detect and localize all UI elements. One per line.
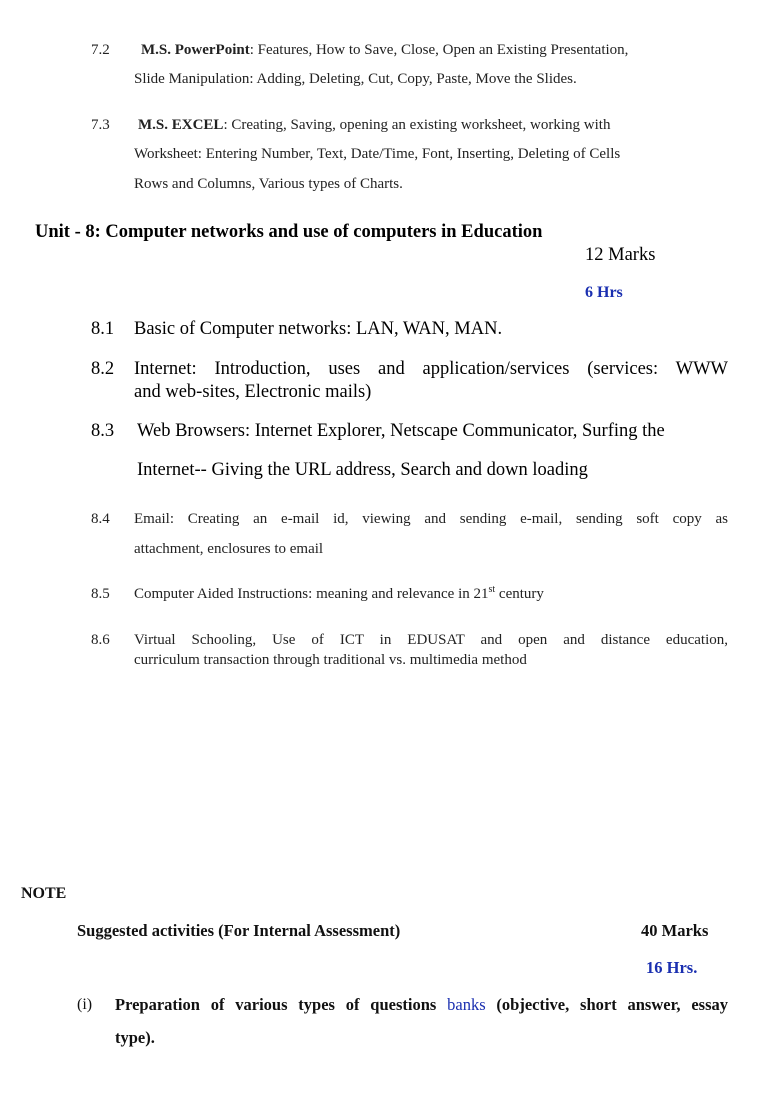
item-8-5-text-after: century	[495, 586, 544, 602]
item-8-2-line-2: and web-sites, Electronic mails)	[134, 382, 372, 402]
note-label: NOTE	[21, 885, 67, 902]
item-8-3-line-1: Web Browsers: Internet Explorer, Netscape Communicator, Surfing the	[137, 421, 665, 441]
item-8-3-line-2: Internet-- Giving the URL address, Search and down loading	[137, 460, 588, 480]
item-8-4-line-1: Email: Creating an e-mail id, viewing and sending e-mail, sending soft copy as	[134, 511, 728, 527]
item-i-highlight: banks	[447, 995, 486, 1014]
item-8-5-text-before: Computer Aided Instructions: meaning and relevance in 21	[134, 586, 489, 602]
item-8-5-superscript: st	[488, 584, 496, 595]
item-7-2-line-1	[141, 42, 728, 59]
item-7-3-line-3: Rows and Columns, Various types of Charts.	[134, 176, 403, 192]
item-8-4-line-2: attachment, enclosures to email	[134, 541, 324, 557]
item-i-line-2: type).	[115, 1028, 155, 1047]
activities-title: Suggested activities (For Internal Assessment)	[77, 921, 401, 940]
item-8-3-number: 8.3	[91, 421, 115, 441]
item-8-1-number: 8.1	[91, 319, 115, 339]
item-i-number: (i)	[77, 996, 93, 1013]
powerpoint-title: M.S. PowerPoint	[141, 42, 250, 58]
activities-hours: 16 Hrs.	[646, 958, 698, 977]
excel-desc-1: : Creating, Saving, opening an existing worksheet, working with	[223, 117, 611, 133]
item-8-2-number: 8.2	[91, 359, 115, 379]
unit-8-heading: Unit - 8: Computer networks and use of computers in Education	[35, 222, 543, 242]
powerpoint-desc-1: : Features, How to Save, Close, Open an Existing Presentation,	[249, 42, 629, 58]
item-8-4-number: 8.4	[91, 511, 110, 527]
item-8-5-number: 8.5	[91, 586, 110, 602]
item-i-before: Preparation of various types of questions	[115, 995, 448, 1014]
unit-8-marks: 12 Marks	[585, 245, 656, 265]
item-8-5-text	[134, 586, 728, 603]
item-i-line-1	[115, 995, 728, 1015]
item-7-2-number: 7.2	[91, 42, 110, 58]
activities-marks: 40 Marks	[641, 921, 709, 940]
unit-8-hours: 6 Hrs	[585, 284, 623, 301]
item-i-after: (objective, short answer, essay	[485, 995, 728, 1014]
item-7-3-line-2: Worksheet: Entering Number, Text, Date/Time, Font, Inserting, Deleting of Cells	[134, 146, 621, 162]
item-8-6-line-2: curriculum transaction through traditional vs. multimedia method	[134, 652, 527, 668]
excel-title: M.S. EXCEL	[138, 117, 224, 133]
item-8-6-line-1: Virtual Schooling, Use of ICT in EDUSAT and open and distance education,	[134, 632, 728, 648]
item-8-1-text: Basic of Computer networks: LAN, WAN, MAN.	[134, 319, 503, 339]
item-8-6-number: 8.6	[91, 632, 110, 648]
item-7-2-line-2: Slide Manipulation: Adding, Deleting, Cut, Copy, Paste, Move the Slides.	[134, 71, 577, 87]
item-7-3-line-1	[138, 117, 728, 134]
item-8-2-line-1: Internet: Introduction, uses and application/services (services: WWW	[134, 359, 728, 379]
item-7-3-number: 7.3	[91, 117, 110, 133]
